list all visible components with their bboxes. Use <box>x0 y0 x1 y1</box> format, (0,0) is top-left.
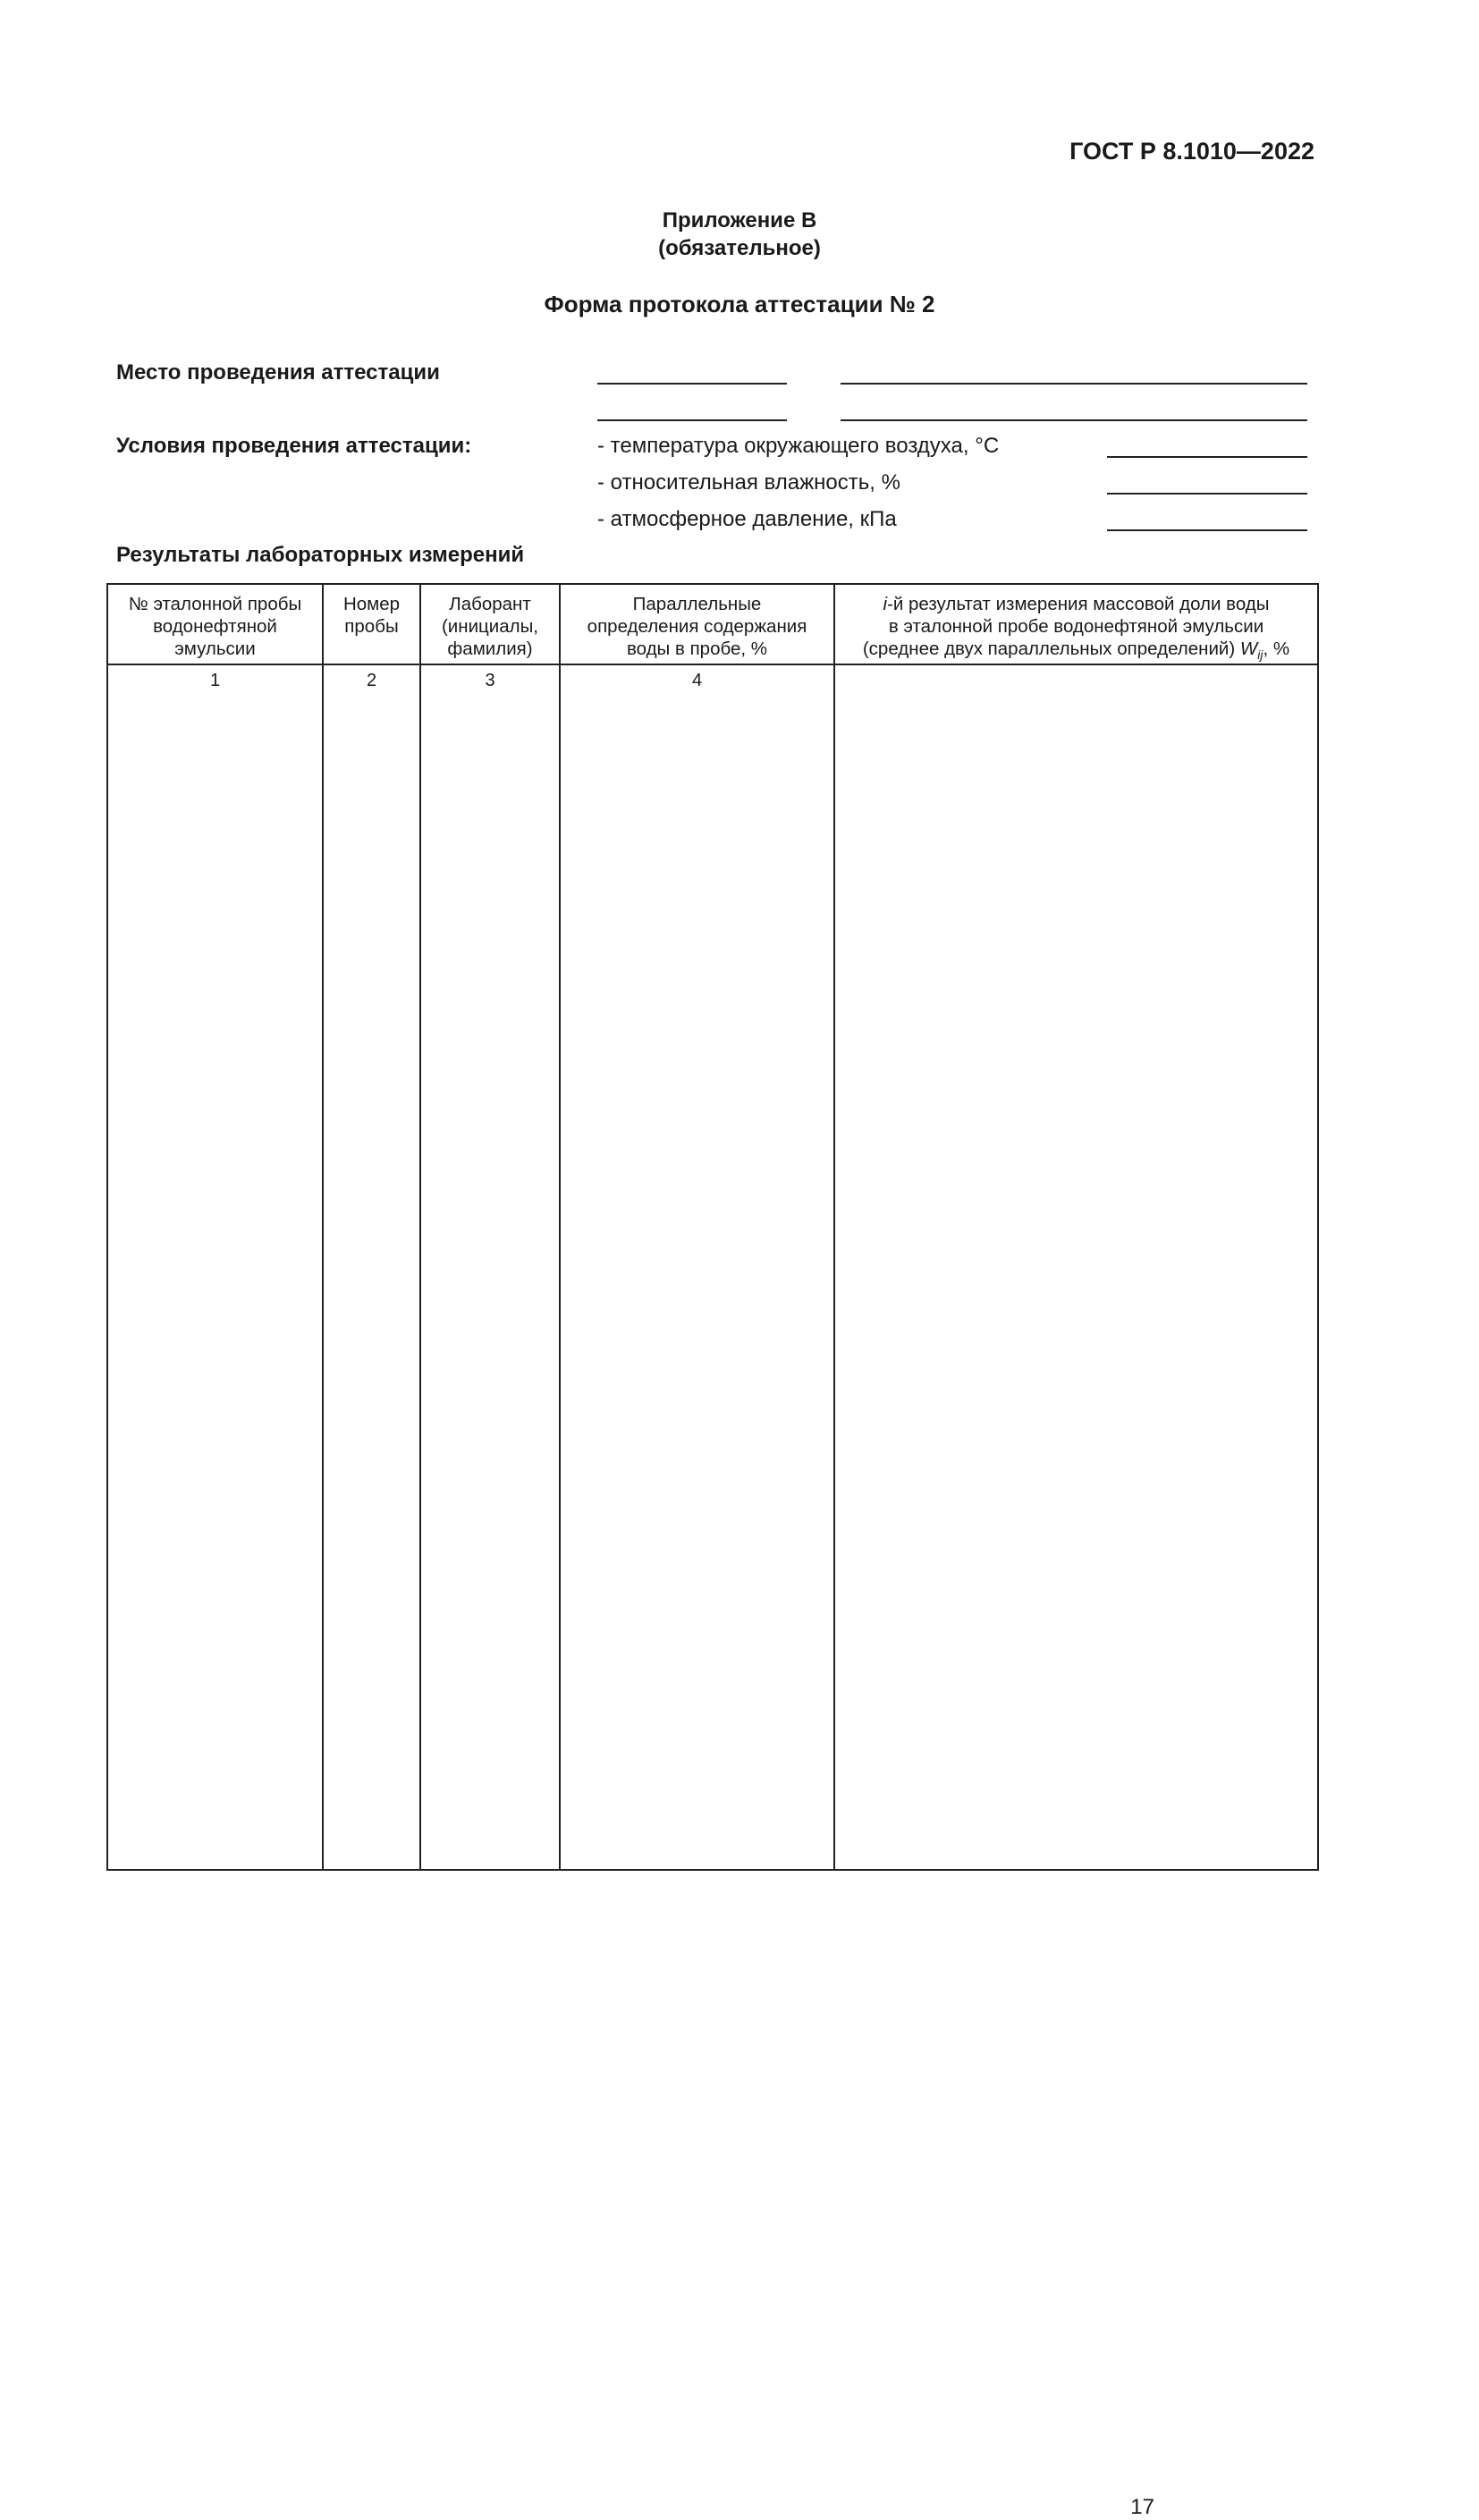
condition-humidity: - относительная влажность, % <box>597 470 900 495</box>
place-field-4[interactable] <box>841 419 1307 421</box>
symbol-w: W <box>1239 638 1258 659</box>
col-divider-2 <box>419 585 421 1869</box>
place-field-1[interactable] <box>597 383 787 385</box>
header-col3-line: фамилия) <box>447 638 533 659</box>
header-col5-line1 <box>835 593 1317 615</box>
condition-pressure: - атмосферное давление, кПа <box>597 507 897 531</box>
col-divider-3 <box>559 585 561 1869</box>
header-col3-line: Лаборант <box>449 594 531 614</box>
header-col1 <box>108 593 322 660</box>
condition-temperature: - температура окружающего воздуха, °С <box>597 434 1000 458</box>
header-col4-line: определения содержания <box>587 616 807 637</box>
header-bottom-line <box>108 664 1317 665</box>
header-col3 <box>421 593 559 660</box>
humidity-field[interactable] <box>1107 493 1307 495</box>
appendix-subtitle: (обязательное) <box>658 236 821 260</box>
index-i: i <box>883 594 888 614</box>
header-col4 <box>561 593 833 660</box>
col-number-3: 3 <box>485 671 495 690</box>
header-col2-line: Номер <box>342 594 401 614</box>
place-field-2[interactable] <box>841 383 1307 385</box>
header-col1-line: эмульсии <box>174 638 256 659</box>
form-title: Форма протокола аттестации № 2 <box>544 291 935 317</box>
col-divider-4 <box>833 585 835 1869</box>
header-col5-line3 <box>835 638 1317 666</box>
header-col2 <box>324 593 419 638</box>
results-table <box>106 583 1319 2519</box>
header-col5 <box>835 593 1317 666</box>
col-divider-1 <box>322 585 324 1869</box>
place-label: Место проведения аттестации <box>116 360 440 385</box>
appendix-heading <box>0 207 1479 262</box>
header-col5-suffix: , % <box>1263 638 1290 659</box>
header-col1-line: водонефтяной <box>153 616 277 637</box>
header-col3-line: (инициалы, <box>441 616 539 637</box>
header-col1-line: № эталонной пробы <box>128 594 302 614</box>
symbol-subscript: ij <box>1257 647 1263 663</box>
col-number-2: 2 <box>366 671 377 690</box>
pressure-field[interactable] <box>1107 529 1307 531</box>
page-number: 17 <box>1130 2495 1154 2519</box>
header-col5-line2: в эталонной пробе водонефтяной эмульсии <box>888 616 1264 637</box>
col-number-1: 1 <box>209 671 221 690</box>
header-col2-line: пробы <box>344 616 399 637</box>
temperature-field[interactable] <box>1107 456 1307 458</box>
conditions-label: Условия проведения аттестации: <box>116 434 472 458</box>
header-col4-line: Параллельные <box>632 594 762 614</box>
header-col4-line: воды в пробе, % <box>626 638 768 659</box>
results-label: Результаты лабораторных измерений <box>116 543 525 567</box>
header-col5-text3: (среднее двух параллельных определений) <box>862 638 1240 659</box>
place-field-3[interactable] <box>597 419 787 421</box>
col-number-4: 4 <box>691 671 703 690</box>
standard-number: ГОСТ Р 8.1010—2022 <box>1069 138 1314 165</box>
appendix-title: Приложение В <box>662 208 817 233</box>
header-col5-text1: -й результат измерения массовой доли воды <box>887 594 1270 614</box>
